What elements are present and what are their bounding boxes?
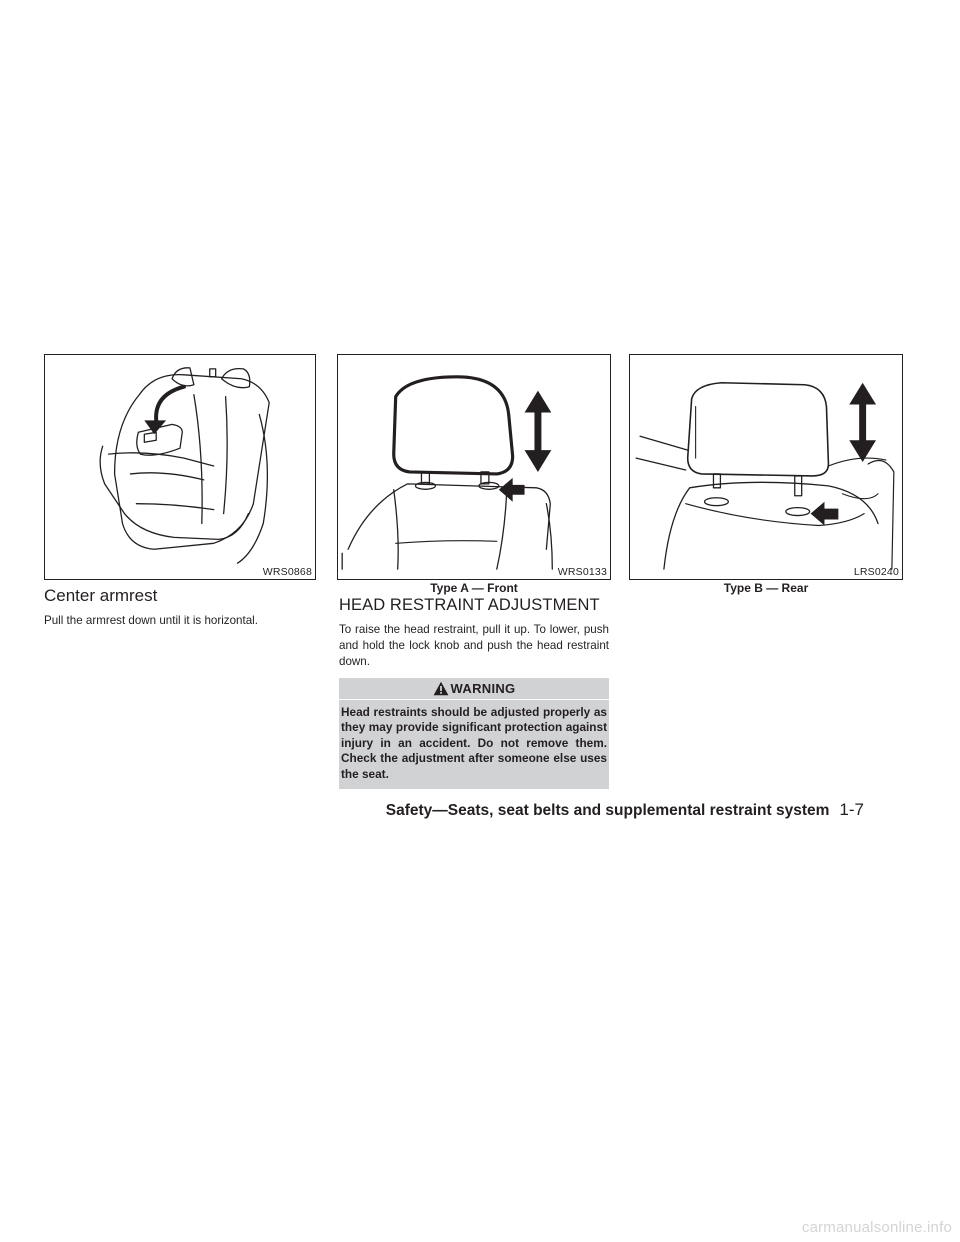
- page-number: 1-7: [839, 800, 864, 819]
- warning-triangle-icon: [433, 681, 449, 696]
- figure-head-restraint-rear: [629, 354, 903, 580]
- rear-seat-armrest-illustration: [45, 355, 315, 579]
- page-footer: [386, 800, 864, 820]
- warning-text: Head restraints should be adjusted properly as they may provide significant protection against injury in an accident. Do not remove them. Check the adjustment after someone else uses the seat.: [341, 705, 607, 781]
- figure-head-restraint-front: [337, 354, 611, 580]
- center-armrest-heading: Center armrest: [44, 586, 158, 605]
- head-restraint-text: To raise the head restraint, pull it up. To lower, push and hold the lock knob and push the head restraint down.: [339, 623, 609, 668]
- warning-box: [339, 678, 609, 789]
- center-armrest-text: Pull the armrest down until it is horizontal.: [44, 614, 258, 627]
- double-headed-arrow-icon: [849, 383, 876, 462]
- figure-caption-type-a: Type A — Front: [430, 581, 518, 595]
- push-arrow-icon: [811, 502, 839, 526]
- figure-code: LRS0240: [853, 566, 899, 578]
- footer-section-title: Safety—Seats, seat belts and supplemental restraint system: [385, 802, 830, 819]
- watermark: carmanualsonline.info: [801, 1219, 952, 1236]
- front-head-restraint-illustration: [338, 355, 610, 579]
- figure-code: WRS0133: [557, 566, 607, 578]
- double-headed-arrow-icon: [525, 391, 552, 472]
- warning-label: WARNING: [450, 681, 516, 696]
- rear-head-restraint-illustration: [630, 355, 902, 579]
- warning-header: [339, 678, 609, 700]
- figure-center-armrest: [44, 354, 316, 580]
- push-arrow-icon: [499, 478, 525, 502]
- figure-caption-type-b: Type B — Rear: [723, 581, 809, 595]
- head-restraint-heading: HEAD RESTRAINT ADJUSTMENT: [339, 596, 600, 614]
- figure-code: WRS0868: [262, 566, 312, 578]
